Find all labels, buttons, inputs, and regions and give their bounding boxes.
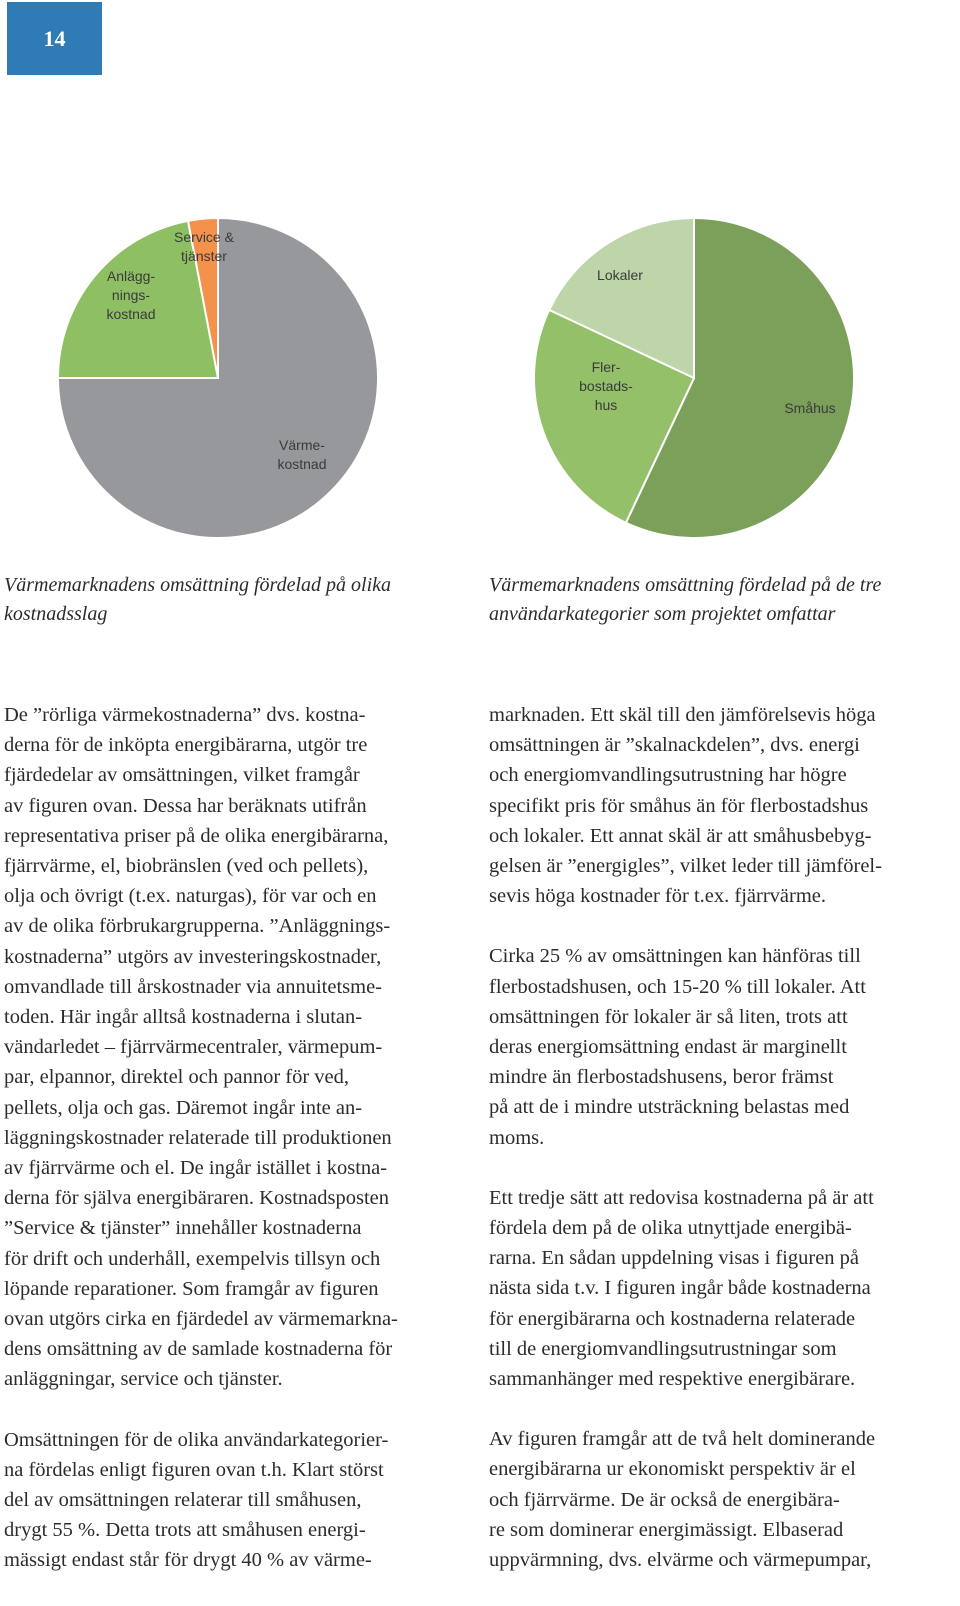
- caption-right: Värmemarknadens omsättning fördelad på de tre användarkategorier som projektet omfattar: [489, 574, 882, 625]
- paragraph: Av figuren framgår att de två helt dominerande energibärarna ur ekonomiskt perspektiv är el och fjärrvärme. De är också de energibära- re som dominerar energimässigt. Elbaserad uppvärmning, dvs. elvärme och värmepumpar,: [489, 1428, 876, 1572]
- paragraph: marknaden. Ett skäl till den jämförelsevis höga omsättningen är ”skalnackdelen”, dvs. energi och energiomvandlingsutrustning har högre specifikt pris för småhus än för flerbostadshus och lokaler. Ett annat skäl är att småhusbebyg- gelsen är ”energigles”, vilket leder till jämförel- sevis höga kostnader för t.ex. fjärrvärme.: [489, 704, 882, 908]
- pie-label: Fler-bostads-hus: [579, 359, 633, 413]
- page-number-badge: [7, 2, 102, 75]
- pie-label: Service & tjänster: [174, 229, 234, 264]
- pie-label: Småhus: [784, 400, 836, 416]
- pie-chart-cost-types: [40, 200, 400, 540]
- pie-chart-user-categories: [520, 200, 880, 540]
- paragraph: Cirka 25 % av omsättningen kan hänföras till flerbostadshusen, och 15-20 % till lokaler. Att omsättningen för lokaler är så liten, trots att deras energiomsättning endast är marginellt mindre än flerbostadshusens, beror främst på att de i mindre utsträckning belastas med moms.: [489, 945, 866, 1149]
- pie-label: Värme-kostnad: [277, 437, 327, 472]
- paragraph: Omsättningen för de olika användarkategorier- na fördelas enligt figuren ovan t.h. Klart störst del av omsättningen relaterar till småhusen, drygt 55 %. Detta trots att småhusen energi- mässigt endast står för drygt 40 % av värme-: [4, 1428, 389, 1572]
- pie-label: Lokaler: [597, 267, 643, 283]
- page-number: 14: [43, 25, 66, 51]
- paragraph: Ett tredje sätt att redovisa kostnaderna på är att fördela dem på de olika utnyttjade energibä- rarna. En sådan uppdelning visas i figuren på nästa sida t.v. I figuren ingår både kostnaderna för energibärarna och kostnaderna relaterade till de energiomvandlingsutrustningar som sammanhänger med respektive energibärare.: [489, 1186, 874, 1391]
- paragraph: De ”rörliga värmekostnaderna” dvs. kostna- derna för de inköpta energibärarna, utgör tre fjärdedelar av omsättningen, vilket framgår av figuren ovan. Dessa har beräknats utifrån representativa priser på de olika energibärarna, fjärrvärme, el, biobränslen (ved och pellets), olja och övrigt (t.ex. naturgas), för var och en av de olika förbrukargrupperna. ”Anläggnings- kostnaderna” utgörs av investeringskostnader, omvandlade till årskostnader via annuitetsme- toden. Här ingår alltså kostnaderna i slutan- vändarledet – fjärrvärmecentraler, värmepum- par, elpannor, direktel och pannor för ved, pellets, olja och gas. Däremot ingår inte an- läggningskostnader relaterade till produktionen av fjärrvärme och el. De ingår istället i kostna- derna för själva energibäraren. Kostnadsposten ”Service & tjänster” innehåller kostnaderna för drift och underhåll, exempelvis tillsyn och löpande reparationer. Som framgår av figuren ovan utgörs cirka en fjärdedel av värmemarkna- dens omsättning av de samlade kostnaderna för anläggningar, service och tjänster.: [4, 704, 398, 1391]
- body-column-left: [4, 700, 468, 1606]
- pie-label: Anlägg-nings-kostnad: [106, 268, 156, 322]
- caption-left: Värmemarknadens omsättning fördelad på olika kostnadsslag: [4, 574, 392, 625]
- body-column-right: [489, 700, 953, 1605]
